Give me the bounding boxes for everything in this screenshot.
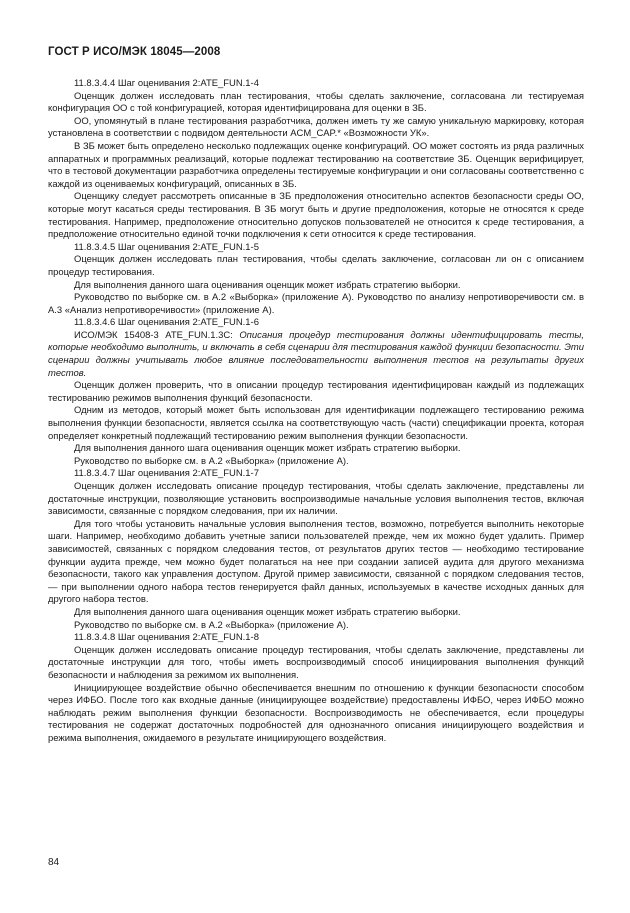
requirement-reference: ИСО/МЭК 15408-3 ATE_FUN.1.3C: — [74, 329, 240, 341]
page-body — [48, 78, 584, 745]
page-number: 84 — [48, 857, 60, 868]
paragraph: Для выполнения данного шага оценивания оценщик может избрать стратегию выборки. — [74, 443, 461, 455]
paragraph: Оценщик должен исследовать описание процедур тестирования, чтобы сделать заключение, представлены ли достаточные инструкции, позволяющие установить воспроизводимые начальные условия выполнения тестов, включая зависимости, связанные с порядком следования, при их наличии. — [48, 481, 584, 518]
paragraph: Инициирующее воздействие обычно обеспечивается внешним по отношению к функции безопасности способом через ИФБО. После того как входные данные (инициирующее воздействие) предоставлены ИФБО, через ИФБО можно наблюдать режим выполнения функции безопасности. Воспроизводимость не обеспечивается, если процедуры тестирования не содержат достаточных подробностей для однозначного описания инициирующего воздействия и режима выполнения, ожидаемого в результате инициирующего воздействия. — [48, 682, 584, 744]
document-header: ГОСТ Р ИСО/МЭК 18045—2008 — [48, 46, 221, 58]
section-heading: 11.8.3.4.7 Шаг оценивания 2:ATE_FUN.1-7 — [74, 468, 259, 480]
quoted-requirement — [48, 330, 584, 380]
paragraph: Оценщику следует рассмотреть описанные в ЗБ предположения относительно аспектов безопасности среды ОО, которые могут касаться среды тестирования. В ЗБ могут быть и другие предположения, которые не относятся к среде тестирования. Например, предположение относительно допусков пользователей не относится к среде тестирования, а предположение относительно единой точки подключения к сети относится к среде тестирования. — [48, 191, 584, 241]
paragraph: ОО, упомянутый в плане тестирования разработчика, должен иметь ту же самую уникальную маркировку, которая установлена в соответствии с подвидом деятельности ACM_CAP.* «Возможности УК». — [48, 115, 584, 140]
paragraph: Одним из методов, который может быть использован для идентификации подлежащего тестированию режима выполнения функции безопасности, является ссылка на соответствующую часть (части) спецификации проекта, которая определяет конкретный подлежащий тестированию режим выполнения функции безопасности. — [48, 405, 584, 442]
section-heading: 11.8.3.4.4 Шаг оценивания 2:ATE_FUN.1-4 — [74, 78, 259, 89]
paragraph: Для выполнения данного шага оценивания оценщик может избрать стратегию выборки. — [74, 279, 461, 291]
paragraph: Оценщик должен исследовать описание процедур тестирования, чтобы сделать заключение, представлены ли достаточные инструкции для того, чтобы иметь воспроизводимый способ инициирования выполнения функций безопасности и наблюдения за режимом их выполнения. — [48, 644, 584, 681]
paragraph: Оценщик должен исследовать план тестирования, чтобы сделать заключение, согласован ли он с описанием процедур тестирования. — [48, 254, 584, 278]
paragraph: Руководство по выборке см. в А.2 «Выборка» (приложение А). Руководство по анализу непротиворечивости см. в А.3 «Анализ непротиворечивости» (приложение А). — [48, 292, 584, 316]
paragraph: Для того чтобы установить начальные условия выполнения тестов, возможно, потребуется выполнить некоторые шаги. Например, необходимо добавить учетные записи пользователей прежде, чем их можно будет удалить. Пример зависимостей, связанных с порядком следования тестов, от результатов других тестов — необходимо тестирование функции аудита прежде, чем можно будет полагаться на нее при создании записей аудита для другого механизма безопасности, такого как управления доступом. Другой пример зависимости, связанной с порядком следования тестов, — при выполнении одного набора тестов генерируется файл данных, используемых в качестве исходных данных для другого набора тестов. — [48, 518, 584, 606]
requirement-text: Описания процедур тестирования должны идентифицировать тесты, которые необходимо выполнить, и включать в себя сценарии для тестирования каждой функции безопасности. Эти сценарии должны учитывать любое влияние последовательности выполнения тестов на результаты других тестов. — [48, 329, 584, 379]
paragraph: В ЗБ может быть определено несколько подлежащих оценке конфигураций. ОО может состоять из ряда различных аппаратных и программных реализаций, которые подлежат тестированию на соответствие ЗБ. Оценщик верифицирует, что в тестовой документации разработчика определены тестируемые конфигурации и они согласованы соответственно с каждой из оцениваемых конфигураций, описанных в ЗБ. — [48, 140, 584, 190]
paragraph: Руководство по выборке см. в А.2 «Выборка» (приложение А). — [74, 455, 349, 467]
paragraph: Руководство по выборке см. в А.2 «Выборка» (приложение А). — [74, 619, 349, 631]
paragraph: Оценщик должен проверить, что в описании процедур тестирования идентифицирован каждый из подлежащих тестированию режимов выполнения функций безопасности. — [48, 380, 584, 404]
paragraph: Для выполнения данного шага оценивания оценщик может избрать стратегию выборки. — [74, 606, 461, 618]
section-heading: 11.8.3.4.5 Шаг оценивания 2:ATE_FUN.1-5 — [74, 241, 259, 253]
section-heading: 11.8.3.4.8 Шаг оценивания 2:ATE_FUN.1-8 — [74, 632, 259, 644]
section-heading: 11.8.3.4.6 Шаг оценивания 2:ATE_FUN.1-6 — [74, 317, 259, 329]
paragraph: Оценщик должен исследовать план тестирования, чтобы сделать заключение, согласована ли тестируемая конфигурация ОО с той конфигурацией, которая идентифицирована для оценки в ЗБ. — [48, 90, 584, 115]
